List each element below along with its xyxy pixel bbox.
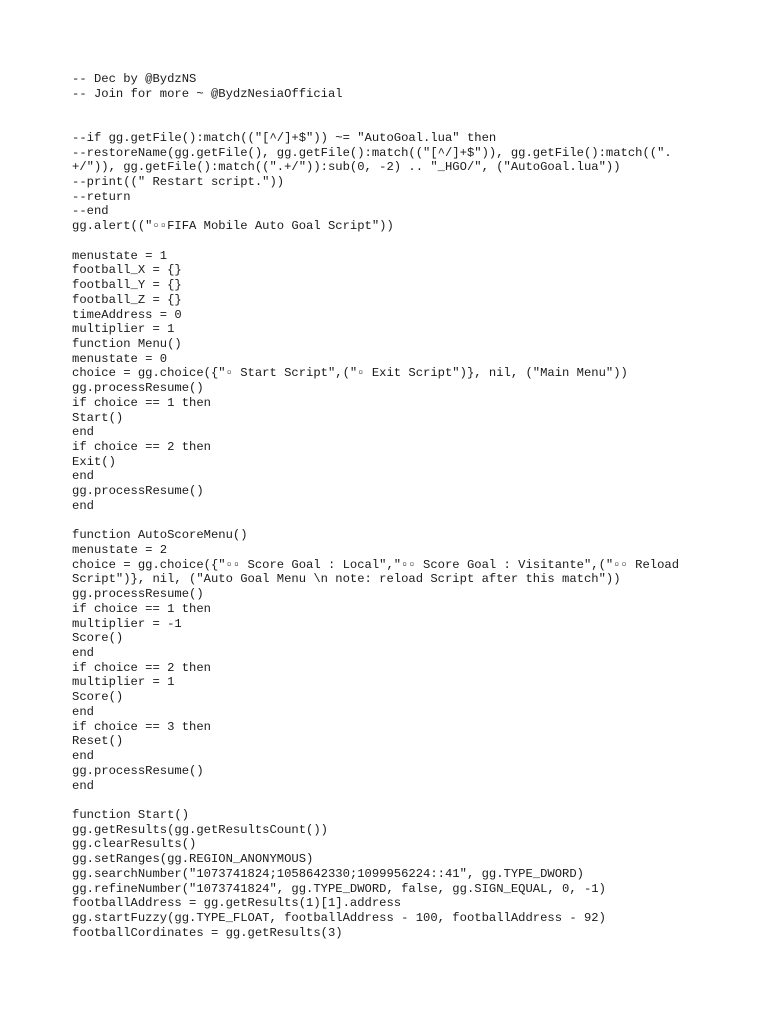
code-line: gg.clearResults() [72, 837, 197, 852]
code-line: function Menu() [72, 336, 182, 351]
code-line: gg.processResume() [72, 587, 204, 602]
code-line: if choice == 1 then [72, 601, 211, 616]
code-line: --restoreName(gg.getFile(), gg.getFile():match(("[^/]+$")), gg.getFile():match((". [72, 145, 672, 160]
code-line: gg.processResume() [72, 484, 204, 499]
code-line: gg.getResults(gg.getResultsCount()) [72, 822, 328, 837]
code-line [72, 514, 732, 529]
code-line: footballAddress = gg.getResults(1)[1].address [72, 896, 402, 911]
code-line: end [72, 498, 94, 513]
code-line: gg.refineNumber("1073741824", gg.TYPE_DWORD, false, gg.SIGN_EQUAL, 0, -1) [72, 881, 606, 896]
code-line: menustate = 2 [72, 543, 168, 557]
code-line: --return [72, 189, 131, 204]
code-line: gg.processResume() [72, 763, 204, 778]
code-line: if choice == 2 then [72, 439, 211, 454]
code-line: footballCordinates = gg.getResults(3) [72, 925, 343, 940]
code-line: menustate = 1 [72, 248, 168, 263]
code-line: choice = gg.choice({"▫ Start Script",("▫ Exit Script")}, nil, ("Main Menu")) [72, 366, 628, 381]
code-line: --if gg.getFile():match(("[^/]+$")) ~= "AutoGoal.lua" then [72, 130, 497, 145]
code-line: end [72, 469, 94, 484]
code-line: gg.alert(("▫▫FIFA Mobile Auto Goal Script")) [72, 219, 394, 234]
code-line: --print((" Restart script.")) [72, 175, 285, 190]
code-line: +/")), gg.getFile():match((".+/")):sub(0, -2) .. "_HGO/", ("AutoGoal.lua")) [72, 160, 621, 175]
code-line: Exit() [72, 454, 116, 469]
code-line: function Start() [72, 807, 190, 822]
code-line: end [72, 425, 94, 440]
code-block [72, 72, 732, 940]
code-line: football_X = {} [72, 263, 182, 278]
code-line: multiplier = -1 [72, 616, 182, 631]
code-line: gg.searchNumber("1073741824;1058642330;1099956224::41", gg.TYPE_DWORD) [72, 866, 584, 881]
code-line: menustate = 0 [72, 351, 168, 366]
code-line: multiplier = 1 [72, 322, 175, 337]
code-line: Start() [72, 410, 124, 425]
code-line: if choice == 3 then [72, 719, 211, 734]
code-line: football_Z = {} [72, 292, 182, 307]
code-line: end [72, 646, 94, 661]
code-line: timeAddress = 0 [72, 307, 182, 322]
code-line: --end [72, 204, 109, 219]
code-line: football_Y = {} [72, 278, 182, 293]
code-line: Reset() [72, 734, 124, 749]
code-line: end [72, 749, 94, 764]
code-line: Score() [72, 631, 124, 646]
code-line: function AutoScoreMenu() [72, 528, 248, 543]
code-line: gg.processResume() [72, 381, 204, 396]
code-line: choice = gg.choice({"▫▫ Score Goal : Local","▫▫ Score Goal : Visitante",("▫▫ Reload [72, 557, 680, 572]
code-line [72, 793, 732, 808]
code-line [72, 234, 732, 249]
code-line: gg.setRanges(gg.REGION_ANONYMOUS) [72, 852, 314, 867]
code-line: end [72, 704, 94, 719]
code-line: if choice == 1 then [72, 395, 211, 410]
code-line: end [72, 778, 94, 793]
code-line: multiplier = 1 [72, 675, 175, 690]
code-line [72, 101, 732, 116]
code-line: if choice == 2 then [72, 660, 211, 675]
code-line: -- Join for more ~ @BydzNesiaOfficial [72, 86, 343, 101]
code-line [72, 116, 732, 131]
code-line: Script")}, nil, ("Auto Goal Menu \n note: reload Script after this match")) [72, 572, 621, 587]
code-line: Score() [72, 690, 124, 705]
code-line: -- Dec by @BydzNS [72, 72, 197, 86]
code-line: gg.startFuzzy(gg.TYPE_FLOAT, footballAddress - 100, footballAddress - 92) [72, 910, 606, 925]
